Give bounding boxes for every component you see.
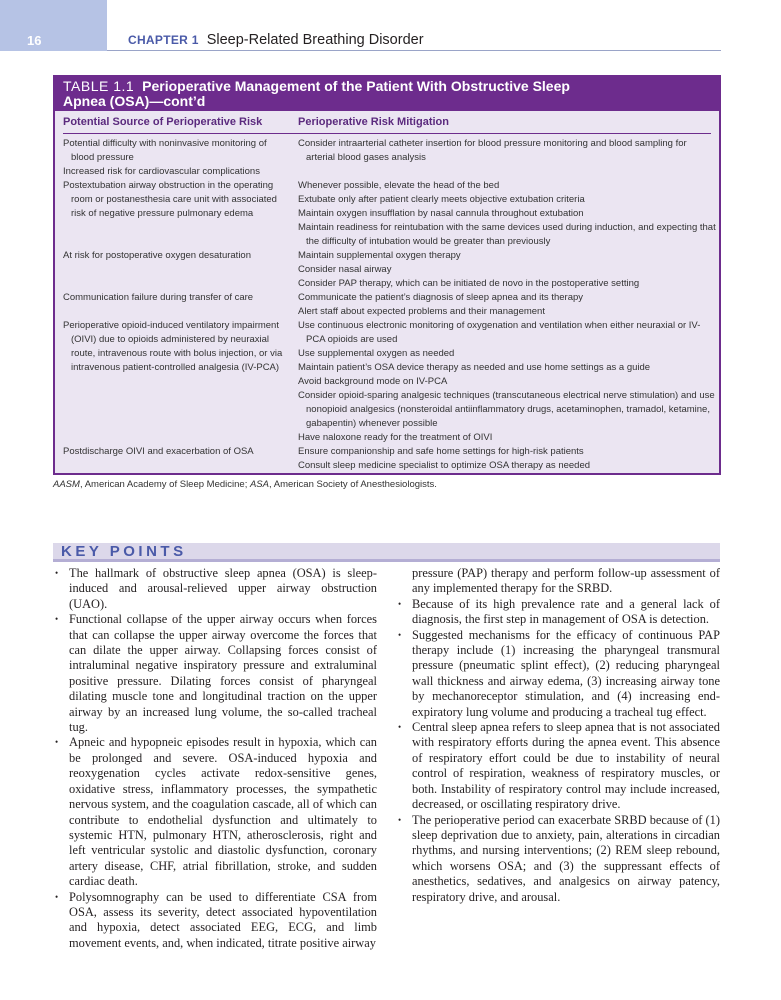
risk-source-cell [63,249,288,263]
mitigation-item: Avoid background mode on IV-PCA [298,376,448,387]
risk-mitigation-cell [298,179,716,249]
mitigation-item: Use supplemental oxygen as needed [298,348,455,359]
key-point [55,566,377,612]
key-points-column-left [55,566,377,951]
risk-source-cell [63,137,288,179]
key-points-column-right [398,566,720,905]
key-point [398,628,720,720]
bullet-marker: • [398,814,402,825]
page-number: 16 [27,33,42,48]
table-1-1 [53,75,721,475]
risk-mitigation-cell [298,291,716,319]
bullet-marker: • [398,722,402,733]
bullet-marker: • [55,737,59,748]
risk-mitigation-cell [298,319,716,445]
bullet-marker: • [55,568,59,578]
risk-mitigation-cell [298,137,716,165]
risk-source-item: Potential difficulty with noninvasive monitoring of blood pressure [63,138,267,163]
mitigation-item: Extubate only after patient clearly meets objective extubation criteria [298,194,585,205]
footnote-abbr-aasm: AASM [53,479,80,490]
risk-source-item: Increased risk for cardiovascular complications [63,166,260,177]
table-column-headers [63,114,711,134]
footnote-abbr-asa: ASA [249,479,269,490]
table-title-line2: Apnea (OSA)—cont’d [63,93,206,109]
key-points-heading-bar [53,543,720,562]
risk-mitigation-cell [298,445,716,473]
header-rule [107,50,721,51]
key-point-text: Polysomnography can be used to differentiate CSA from OSA, assess its severity, detect associated hypoventilation and hypoxia, detect associated EEG, ECG, and limb movement events, and, when indicated, titrate positive airway [69,889,377,950]
footnote-def-aasm: , American Academy of Sleep Medicine; [79,479,250,490]
risk-source-item: At risk for postoperative oxygen desaturation [63,250,251,261]
column-header-mitigation: Perioperative Risk Mitigation [298,116,449,128]
risk-source-item: Communication failure during transfer of care [63,292,254,303]
key-point-text: Central sleep apnea refers to sleep apnea that is not associated with respiratory efforts during the apnea event. This absence of respiratory effort could be due to instability of neural control of respiration, weakness of respiratory muscles, or both. Instability of respiratory control may include increased, decreased, or oscillating respiratory drive. [412,720,720,812]
key-point [55,890,377,952]
key-point-text: Apneic and hypopneic episodes result in hypoxia, which can be prolonged and severe. OSA-induced hypoxia and reoxygenation cycles activate redox-sensitive genes, oxidative stress, inflammatory processes, the sympathetic nervous system, and the coagulation cascade, all of which can contribute to endothelial dysfunction and ultimately to systemic HTN, pulmonary HTN, atherosclerosis, right and left ventricular systolic and diastolic dysfunction, coronary artery disease, CHF, atrial fibrillation, stroke, and sudden cardiac death. [69,735,377,889]
chapter-title: Sleep-Related Breathing Disorder [206,32,424,48]
mitigation-item: Consider intraarterial catheter insertion for blood pressure monitoring and blood sampling for arterial blood gases analysis [298,138,687,163]
running-header [128,32,424,48]
key-point-text: Functional collapse of the upper airway occurs when forces that can collapse the upper airway overcome the forces that can dilate the upper airway. Collapsing forces consist of intraluminal negative inspiratory pressure and extraluminal positive pressure. Dilating forces consist of pharyngeal dilating muscle tone and longitudinal traction on the upper airway by an increased lung volume, the so-called tracheal tug. [69,612,377,735]
mitigation-item: Consider PAP therapy, which can be initiated de novo in the postoperative setting [298,278,640,289]
mitigation-item: Consider nasal airway [298,264,392,275]
bullet-marker: • [398,598,402,609]
mitigation-item: Maintain oxygen insufflation by nasal cannula throughout extubation [298,208,584,219]
mitigation-item: Maintain patient’s OSA device therapy as needed and use home settings as a guide [298,362,651,373]
risk-source-cell [63,445,288,459]
chapter-label: CHAPTER 1 [128,33,199,47]
key-point [55,735,377,889]
key-point-text: Suggested mechanisms for the efficacy of continuous PAP therapy include (1) increasing the pharyngeal transmural pressure (pneumatic splint effect), (2) reducing pharyngeal wall thickness and airway edema, (3) increasing airway tone by mechanoreceptor stimulation, and (4) increasing end-expiratory lung volume and producing a tracheal tug effect. [412,627,720,719]
mitigation-item: Have naloxone ready for the treatment of OIVI [298,432,493,443]
key-point-text: The perioperative period can exacerbate SRBD because of (1) sleep deprivation due to anxiety, pain, alterations in circadian rhythms, and nursing interventions; (2) REM sleep rebound, which worsens OSA; and (3) the suppressant effects of anesthetics, sedatives, and analgesics on airway patency, respiratory drive, and arousal. [412,812,720,904]
key-points-title: KEY POINTS [61,543,187,560]
mitigation-item: Maintain readiness for reintubation with the same devices used during induction, and expecting that the difficulty of intubation would be greater than previously [298,222,716,247]
risk-source-cell [63,319,288,375]
key-point [398,597,720,628]
risk-mitigation-cell [298,249,716,291]
mitigation-item: Consider opioid-sparing analgesic techniques (transcutaneous electrical nerve stimulation) and use nonopioid analgesics (nonsteroidal antiinflammatory drugs, acetaminophen, tramadol, ketamine, gabapentin) whenever possible [298,390,715,429]
key-point-continuation: pressure (PAP) therapy and perform follow-up assessment of any implemented therapy for the SRBD. [412,566,720,596]
page-number-tab [0,0,107,51]
table-footnote [53,479,437,490]
key-point-text: The hallmark of obstructive sleep apnea (OSA) is sleep-induced and arousal-relieved upper airway obstruction (UAO). [69,566,377,611]
risk-source-item: Perioperative opioid-induced ventilatory impairment (OIVI) due to opioids administered by neuraxial route, intravenous route with bolus injection, or via intravenous patient-controlled analgesia (IV-PCA) [63,320,283,373]
table-title-line1: Perioperative Management of the Patient With Obstructive Sleep [142,78,570,94]
key-point [55,612,377,735]
mitigation-item: Maintain supplemental oxygen therapy [298,250,461,261]
column-header-source: Potential Source of Perioperative Risk [63,116,263,128]
key-point [398,813,720,905]
risk-source-cell [63,291,288,305]
mitigation-item: Communicate the patient’s diagnosis of sleep apnea and its therapy [298,292,584,303]
mitigation-item: Consult sleep medicine specialist to optimize OSA therapy as needed [298,460,591,471]
mitigation-item: Use continuous electronic monitoring of oxygenation and ventilation when either neuraxial or IV-PCA opioids are used [298,320,701,345]
bullet-marker: • [55,614,59,625]
footnote-def-asa: , American Society of Anesthesiologists. [268,479,437,490]
mitigation-item: Alert staff about expected problems and their management [298,306,545,317]
key-point [398,720,720,812]
risk-source-item: Postdischarge OIVI and exacerbation of OSA [63,446,254,457]
risk-source-item: Postextubation airway obstruction in the operating room or postanesthesia care unit with associated risk of negative pressure pulmonary edema [63,180,277,219]
bullet-marker: • [55,891,59,902]
table-number: TABLE 1.1 [63,78,135,94]
key-point-text: Because of its high prevalence rate and a general lack of diagnosis, the first step in management of OSA is detection. [412,596,720,627]
bullet-marker: • [398,629,402,640]
risk-source-cell [63,179,288,221]
mitigation-item: Whenever possible, elevate the head of the bed [298,180,500,191]
mitigation-item: Ensure companionship and safe home settings for high-risk patients [298,446,584,457]
table-title-bar [55,77,719,111]
